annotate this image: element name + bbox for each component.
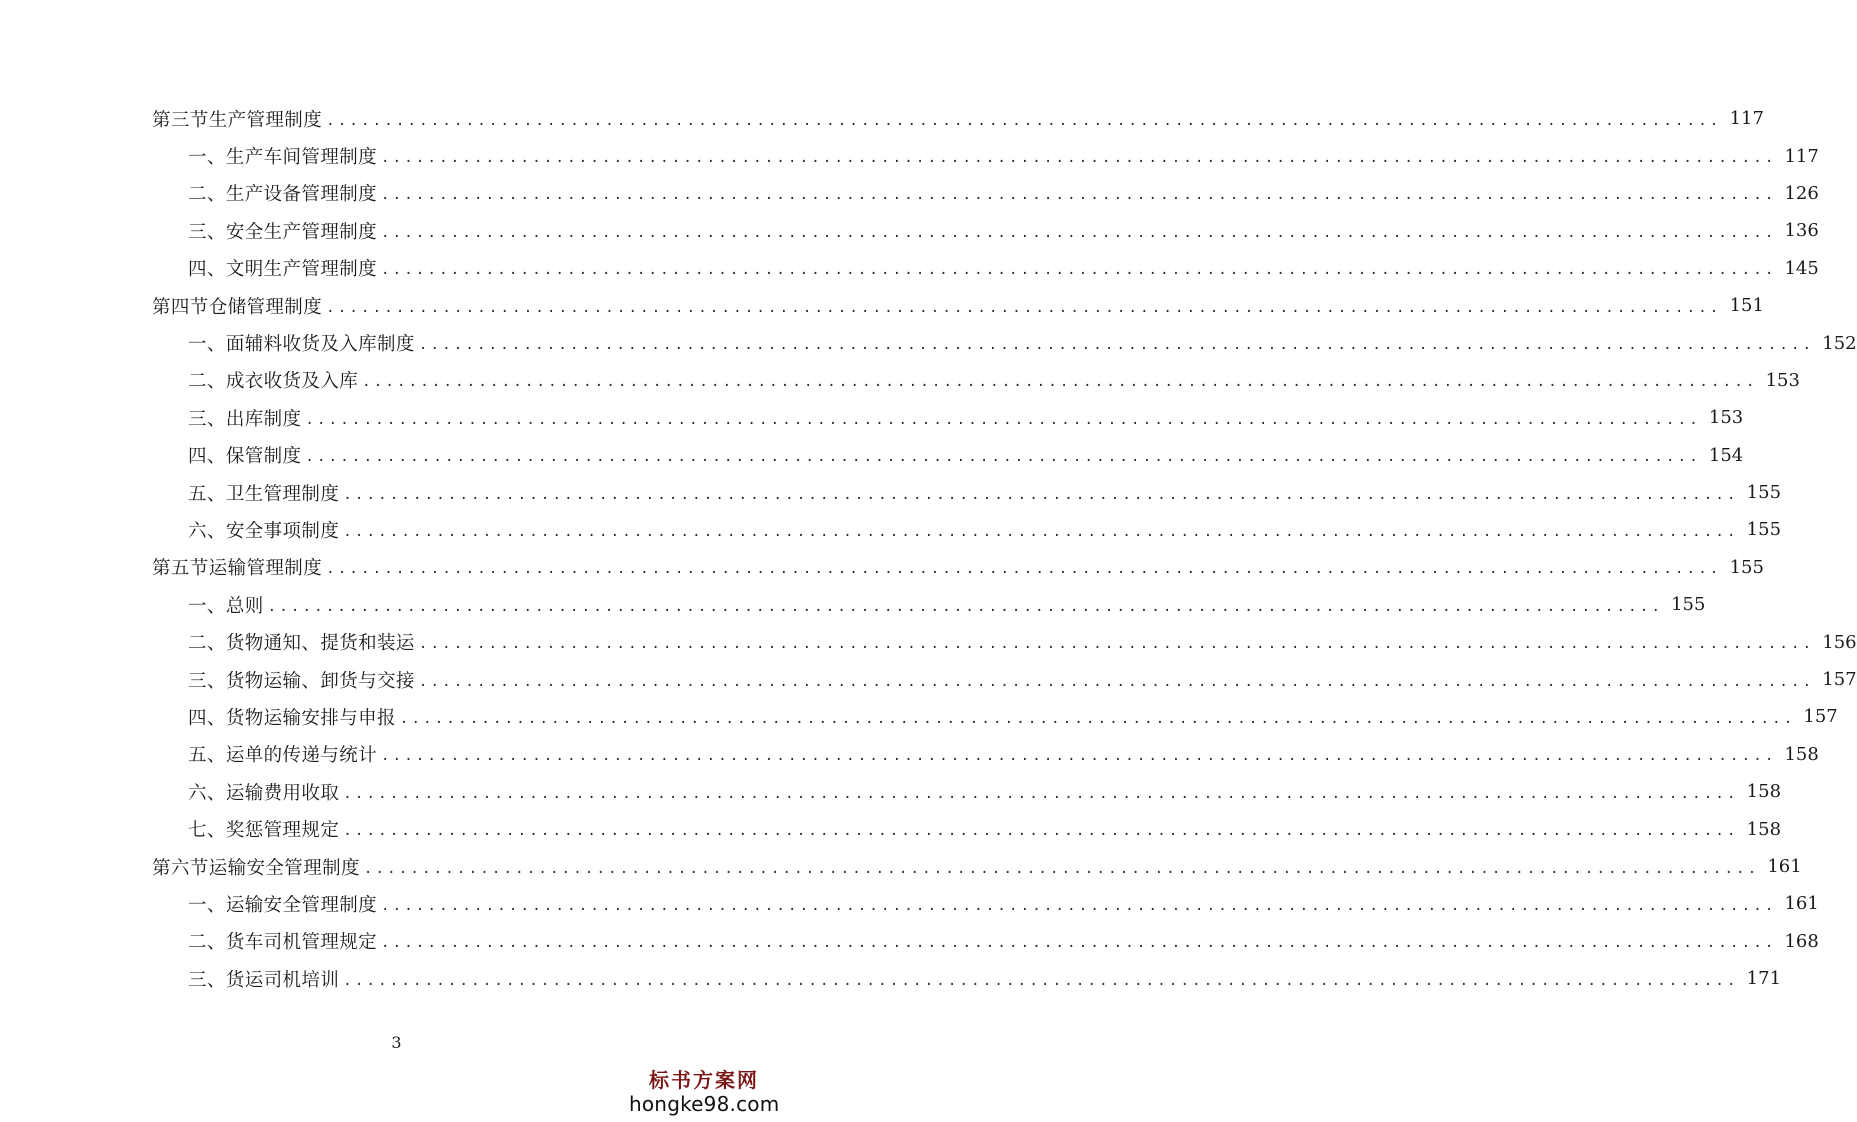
toc-entry-page: 155 xyxy=(1671,594,1706,616)
toc-subsection-4[interactable] xyxy=(0,250,1819,287)
toc-entry-number: 六、 xyxy=(188,520,226,542)
toc-entry-page: 145 xyxy=(1784,257,1819,279)
toc-entry-number: 一、 xyxy=(188,334,226,356)
toc-entry-number: 七、 xyxy=(188,820,226,842)
toc-entry-page: 161 xyxy=(1767,856,1802,877)
toc-subsection-10[interactable] xyxy=(0,474,1782,511)
toc-entry-page: 168 xyxy=(1784,930,1819,952)
toc-subsection-1[interactable] xyxy=(0,137,1819,174)
toc-subsection-23[interactable] xyxy=(0,960,1782,997)
toc-entry-number: 第四节 xyxy=(152,296,209,318)
toc-entry-title: 货运司机培训 xyxy=(225,969,340,991)
toc-entry-page: 153 xyxy=(1765,369,1800,391)
toc-leader-dots: ........................................................................................................................ xyxy=(418,636,1815,653)
toc-entry-number: 四、 xyxy=(188,446,226,468)
toc-leader-dots: ........................................................................................................................ xyxy=(343,823,1739,840)
toc-entry-number: 二、 xyxy=(188,371,226,393)
toc-section-5[interactable] xyxy=(0,287,1764,324)
toc-leader-dots: ........................................................................................................................ xyxy=(381,187,1777,204)
toc-entry-page: 171 xyxy=(1746,968,1782,990)
toc-section-12[interactable] xyxy=(0,549,1764,586)
toc-leader-dots: ........................................................................................................................ xyxy=(381,224,1777,241)
toc-entry-title: 生产管理制度 xyxy=(208,109,323,131)
toc-entry-page: 155 xyxy=(1746,482,1782,504)
toc-entry-page: 117 xyxy=(1784,145,1819,167)
toc-subsection-9[interactable] xyxy=(0,437,1744,474)
toc-entry-title: 货车司机管理规定 xyxy=(225,932,378,954)
toc-entry-page: 161 xyxy=(1784,893,1819,915)
toc-leader-dots: ........................................................................................................................ xyxy=(381,935,1777,952)
toc-leader-dots: ........................................................................................................................ xyxy=(399,710,1796,727)
toc-entry-page: 156 xyxy=(1822,631,1857,653)
toc-entry-number: 三、 xyxy=(188,969,226,991)
toc-entry-number: 一、 xyxy=(188,894,226,916)
toc-subsection-6[interactable] xyxy=(0,324,1857,361)
toc-leader-dots: ........................................................................................................................ xyxy=(381,262,1777,279)
toc-leader-dots: ........................................................................................................................ xyxy=(326,112,1722,129)
toc-entry-page: 158 xyxy=(1784,743,1819,765)
toc-entry-page: 117 xyxy=(1729,108,1764,130)
toc-entry-number: 第五节 xyxy=(152,558,209,580)
toc-entry-page: 153 xyxy=(1708,407,1744,429)
toc-entry-title: 成衣收货及入库 xyxy=(225,371,359,393)
toc-leader-dots: ........................................................................................................................ xyxy=(418,673,1815,690)
toc-entry-title: 运输安全管理制度 xyxy=(225,894,378,916)
toc-entry-title: 文明生产管理制度 xyxy=(225,259,378,281)
toc-subsection-2[interactable] xyxy=(0,175,1819,212)
toc-entry-page: 157 xyxy=(1822,669,1857,691)
toc-entry-title: 仓储管理制度 xyxy=(208,296,323,318)
toc-entry-number: 三、 xyxy=(188,408,226,430)
toc-entry-number: 三、 xyxy=(188,221,226,243)
toc-subsection-17[interactable] xyxy=(0,736,1819,773)
toc-entry-title: 运单的传递与统计 xyxy=(225,745,378,767)
toc-entry-number: 二、 xyxy=(188,932,226,954)
toc-entry-page: 155 xyxy=(1729,556,1764,578)
toc-entry-number: 二、 xyxy=(188,184,226,206)
toc-subsection-3[interactable] xyxy=(0,212,1819,249)
page-number: 3 xyxy=(391,1033,402,1052)
watermark-title: 标书方案网 xyxy=(649,1068,759,1092)
table-of-contents xyxy=(0,100,1857,997)
toc-subsection-22[interactable] xyxy=(0,923,1819,960)
toc-subsection-15[interactable] xyxy=(0,661,1857,698)
toc-leader-dots: ........................................................................................................................ xyxy=(418,337,1815,354)
toc-entry-page: 126 xyxy=(1784,182,1819,204)
toc-entry-number: 一、 xyxy=(188,147,226,169)
toc-leader-dots: ........................................................................................................................ xyxy=(381,748,1777,765)
toc-leader-dots: ........................................................................................................................ xyxy=(343,486,1739,503)
toc-entry-page: 155 xyxy=(1746,519,1782,541)
toc-leader-dots: ........................................................................................................................ xyxy=(362,374,1758,391)
toc-entry-page: 151 xyxy=(1729,295,1764,317)
toc-entry-number: 六、 xyxy=(188,782,226,804)
toc-entry-page: 158 xyxy=(1746,781,1782,803)
toc-leader-dots: ........................................................................................................................ xyxy=(343,785,1739,802)
toc-subsection-21[interactable] xyxy=(0,885,1819,922)
watermark-url: hongke98.com xyxy=(629,1092,780,1116)
toc-entry-number: 第六节 xyxy=(152,857,209,879)
toc-subsection-7[interactable] xyxy=(0,362,1800,399)
toc-subsection-14[interactable] xyxy=(0,623,1857,660)
toc-leader-dots: ........................................................................................................................ xyxy=(343,523,1739,540)
toc-entry-title: 安全生产管理制度 xyxy=(225,221,378,243)
toc-entry-title: 运输安全管理制度 xyxy=(208,857,360,879)
watermark xyxy=(629,1068,779,1116)
toc-entry-page: 152 xyxy=(1822,332,1857,354)
toc-leader-dots: ........................................................................................................................ xyxy=(305,411,1701,428)
toc-entry-number: 五、 xyxy=(188,745,226,767)
toc-entry-title: 货物通知、提货和装运 xyxy=(225,633,415,655)
toc-entry-page: 154 xyxy=(1708,444,1744,466)
toc-entry-title: 运输费用收取 xyxy=(225,782,340,804)
toc-leader-dots: ........................................................................................................................ xyxy=(381,150,1777,167)
toc-entry-title: 生产车间管理制度 xyxy=(225,147,378,169)
toc-entry-number: 一、 xyxy=(188,595,226,617)
toc-leader-dots: ........................................................................................................................ xyxy=(326,561,1722,578)
toc-section-0[interactable] xyxy=(0,100,1764,137)
toc-leader-dots: ........................................................................................................................ xyxy=(267,598,1664,615)
toc-entry-title: 运输管理制度 xyxy=(208,558,323,580)
toc-subsection-13[interactable] xyxy=(0,586,1706,623)
toc-entry-page: 157 xyxy=(1803,706,1838,728)
toc-entry-title: 卫生管理制度 xyxy=(225,483,340,505)
toc-leader-dots: ........................................................................................................................ xyxy=(305,449,1701,466)
toc-entry-title: 总则 xyxy=(225,595,264,617)
toc-entry-title: 奖惩管理规定 xyxy=(225,820,340,842)
toc-entry-number: 第三节 xyxy=(152,109,209,131)
toc-entry-page: 136 xyxy=(1784,220,1819,242)
toc-subsection-16[interactable] xyxy=(0,698,1838,735)
toc-leader-dots: ........................................................................................................................ xyxy=(343,972,1739,989)
toc-leader-dots: ........................................................................................................................ xyxy=(381,897,1777,914)
toc-subsection-11[interactable] xyxy=(0,511,1782,548)
toc-subsection-8[interactable] xyxy=(0,399,1744,436)
toc-subsection-19[interactable] xyxy=(0,810,1782,847)
toc-entry-title: 生产设备管理制度 xyxy=(225,184,378,206)
toc-entry-title: 出库制度 xyxy=(225,408,302,430)
toc-leader-dots: ........................................................................................................................ xyxy=(363,860,1760,877)
toc-entry-title: 面辅料收货及入库制度 xyxy=(225,334,415,356)
toc-entry-title: 保管制度 xyxy=(225,446,302,468)
toc-entry-number: 二、 xyxy=(188,633,226,655)
toc-entry-title: 货物运输、卸货与交接 xyxy=(225,670,415,692)
toc-entry-title: 货物运输安排与申报 xyxy=(225,707,396,729)
toc-entry-title: 安全事项制度 xyxy=(225,520,340,542)
toc-entry-number: 四、 xyxy=(188,259,226,281)
toc-entry-number: 四、 xyxy=(188,707,226,729)
toc-leader-dots: ........................................................................................................................ xyxy=(326,299,1722,316)
toc-entry-number: 五、 xyxy=(188,483,226,505)
toc-entry-page: 158 xyxy=(1746,818,1782,840)
toc-section-20[interactable] xyxy=(0,848,1802,885)
toc-entry-number: 三、 xyxy=(188,670,226,692)
toc-subsection-18[interactable] xyxy=(0,773,1782,810)
